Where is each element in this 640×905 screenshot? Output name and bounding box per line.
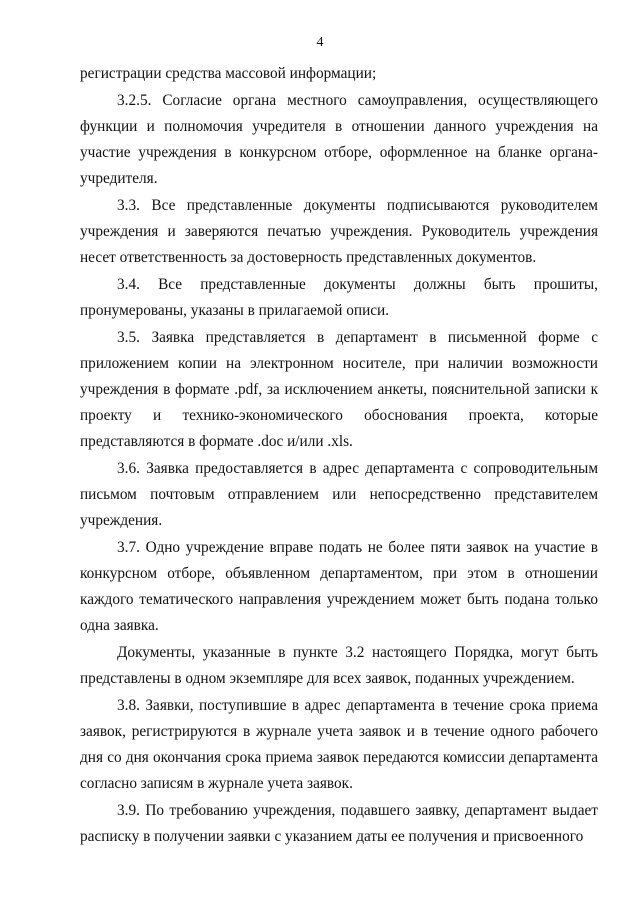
document-body	[80, 61, 598, 850]
paragraph-3-5: 3.5. Заявка представляется в департамент в письменной форме с приложением копии на электронном носителе, при наличии возможности учреждения в формате .pdf, за исключением анкеты, пояснительной записки к проекту и технико-экономического обоснования проекта, которые представляются в формате .doc и/или .xls.	[80, 329, 598, 450]
paragraph-3-2-5: 3.2.5. Согласие органа местного самоуправления, осуществляющего функции и полномочия учредителя в отношении данного учреждения на участие учреждения в конкурсном отборе, оформленное на бланке органа-учредителя.	[80, 92, 598, 187]
page-number: 4	[316, 35, 324, 50]
paragraph-continuation: регистрации средства массовой информации;	[80, 65, 377, 82]
paragraph-documents-note: Документы, указанные в пункте 3.2 настоящего Порядка, могут быть представлены в одном экземпляре для всех заявок, поданных учреждением.	[80, 644, 598, 687]
paragraph-3-9: 3.9. По требованию учреждения, подавшего заявку, департамент выдает расписку в получении заявки с указанием даты ее получения и присвоенного	[80, 802, 598, 845]
paragraph-3-7: 3.7. Одно учреждение вправе подать не более пяти заявок на участие в конкурсном отборе, объявленном департаментом, при этом в отношении каждого тематического направления учреждением может быть подана только одна заявка.	[80, 539, 598, 634]
paragraph-3-6: 3.6. Заявка предоставляется в адрес департамента с сопроводительным письмом почтовым отправлением или непосредственно представителем учреждения.	[80, 460, 598, 529]
paragraph-3-3: 3.3. Все представленные документы подписываются руководителем учреждения и заверяются печатью учреждения. Руководитель учреждения несет ответственность за достоверность представленных документов.	[80, 197, 598, 266]
paragraph-3-8: 3.8. Заявки, поступившие в адрес департамента в течение срока приема заявок, регистрируются в журнале учета заявок и в течение одного рабочего дня со дня окончания срока приема заявок передаются комиссии департамента согласно записям в журнале учета заявок.	[80, 697, 598, 792]
paragraph-3-4: 3.4. Все представленные документы должны быть прошиты, пронумерованы, указаны в прилагаемой описи.	[80, 276, 598, 319]
